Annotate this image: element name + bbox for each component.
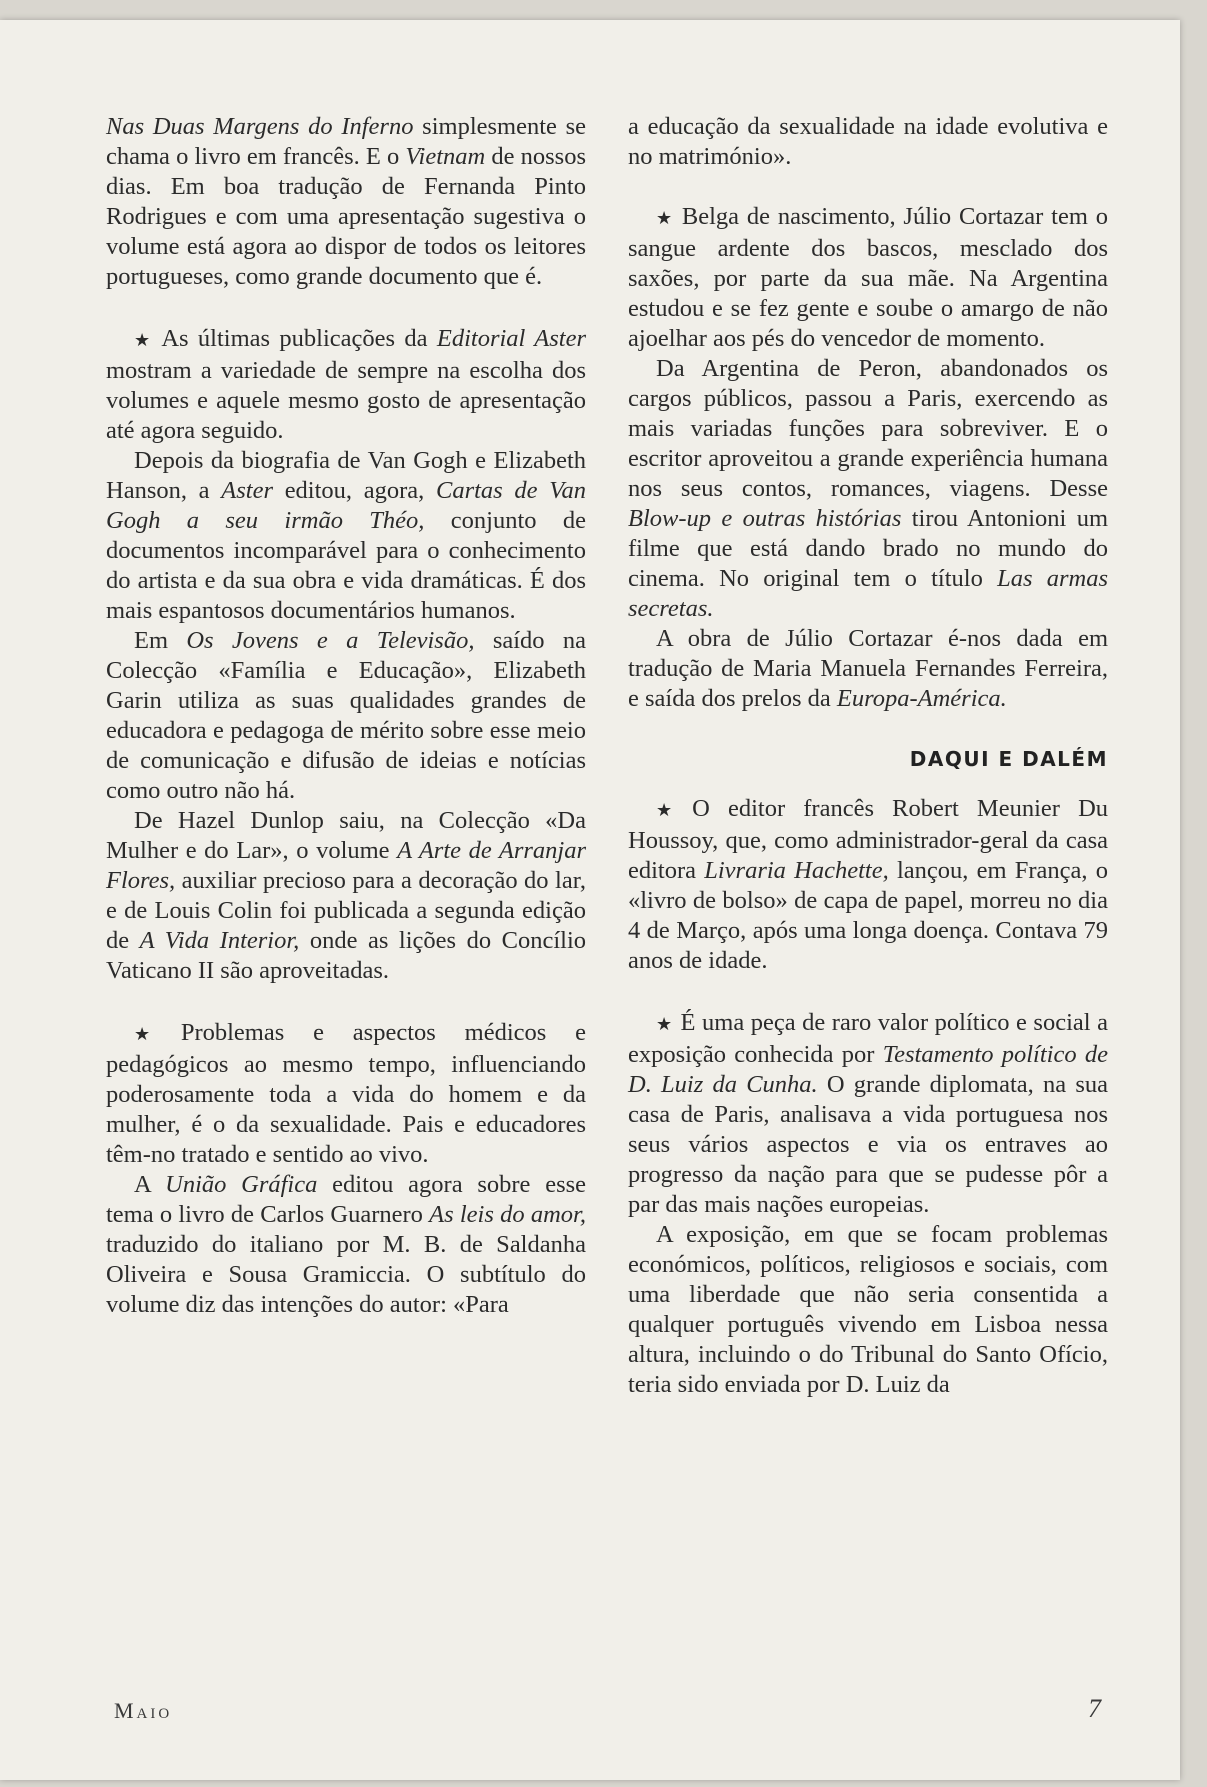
text: onde as lições do Concílio Vaticano II são aproveitadas. [106, 927, 586, 984]
book-title: Os Jovens e a Televisão, [186, 627, 475, 654]
book-title: A Arte de Arranjar Flores, [106, 837, 586, 894]
footer-month: Maio [114, 1698, 173, 1723]
text: O editor francês Robert Meunier Du Houssoy, que, como administrador-geral da casa editora [628, 795, 1109, 884]
publisher-name: Aster [221, 477, 273, 504]
paragraph [106, 324, 586, 446]
book-title: As leis do amor, [429, 1201, 586, 1228]
magazine-page [0, 20, 1180, 1780]
paragraph [106, 1018, 586, 1170]
text: traduzido do italiano por M. B. de Saldanha Oliveira e Sousa Gramiccia. O subtítulo do volume diz das intenções do autor: «Para [106, 1231, 586, 1318]
paragraph [106, 806, 586, 986]
right-column [628, 112, 1108, 1400]
paragraph [106, 1170, 586, 1320]
text: Em [134, 627, 187, 654]
left-column [106, 112, 586, 1320]
book-title: Las armas secretas. [628, 565, 1108, 622]
text: A [134, 1171, 166, 1198]
publisher-name: Europa-América. [836, 685, 1007, 712]
paragraph [106, 626, 586, 806]
star-icon: ★ [134, 1024, 173, 1045]
paragraph [628, 112, 1108, 172]
star-icon: ★ [656, 1014, 673, 1035]
paragraph [628, 354, 1108, 624]
publisher-name: União Gráfica [165, 1171, 318, 1198]
text: auxiliar precioso para a decoração do lar, e de Louis Colin foi publicada a segunda edição de [106, 867, 586, 954]
text: lançou, em França, o «livro de bolso» de capa de papel, morreu no dia 4 de Março, após uma longa doença. Contava 79 anos de idade. [628, 857, 1108, 974]
book-title: Cartas de Van Gogh a seu irmão Théo, [106, 477, 586, 534]
text: tirou Antonioni um filme que está dando brado no mundo do cinema. No original tem o título [628, 505, 1109, 592]
text: A obra de Júlio Cortazar é-nos dada em tradução de Maria Manuela Fernandes Ferreira, e saída dos prelos da [628, 625, 1108, 712]
text: saído na Colecção «Família e Educação», Elizabeth Garin utiliza as suas qualidades grandes de educadora e pedagoga de mérito sobre esse meio de comunicação e difusão de ideias e notícias como outro não há. [106, 627, 586, 804]
paragraph [628, 624, 1108, 714]
text: A exposição, em que se focam problemas económicos, políticos, religiosos e sociais, com uma liberdade que não seria consentida a qualquer português vivendo em Lisboa nessa altura, incluindo o do Tribunal do Santo Ofício, teria sido enviada por D. Luiz da [628, 1221, 1108, 1398]
text: As últimas publicações da [161, 325, 437, 352]
paragraph [628, 794, 1108, 976]
publisher-name: Editorial Aster [436, 325, 586, 352]
text: simplesmente se chama o livro em francês. E o [106, 113, 586, 170]
publisher-name: Livraria Hachette, [704, 857, 889, 884]
text: Problemas e aspectos médicos e pedagógicos ao mesmo tempo, influenciando poderosamente toda a vida do homem e da mulher, é o da sexualidade. Pais e educadores têm-no tratado e sentido ao vivo. [106, 1019, 586, 1168]
text: É uma peça de raro valor político e social a exposição conhecida por [628, 1009, 1108, 1068]
text: conjunto de documentos incomparável para o conhecimento do artista e da sua obra e vida dramáticas. É dos mais espantosos documentários humanos. [106, 507, 586, 624]
book-title: Blow-up e outras histórias [628, 505, 902, 532]
page-number: 7 [1088, 1694, 1101, 1723]
paragraph [106, 112, 586, 292]
text: Da Argentina de Peron, abandonados os cargos públicos, passou a Paris, exercendo as mais variadas funções para sobreviver. E o escritor aproveitou a grande experiência humana nos seus contos, romances, viagens. Desse [628, 355, 1108, 502]
text: mostram a variedade de sempre na escolha dos volumes e aquele mesmo gosto de apresentação até agora seguido. [106, 357, 586, 444]
paragraph [106, 446, 586, 626]
document-title: Testamento político de D. Luiz da Cunha. [628, 1041, 1108, 1098]
paragraph [628, 202, 1108, 354]
star-icon: ★ [134, 330, 154, 351]
star-icon: ★ [656, 208, 674, 229]
italic-text: Vietnam [405, 143, 486, 170]
text: editou, agora, [272, 477, 436, 504]
text: O grande diplomata, na sua casa de Paris, analisava a vida portuguesa nos seus vários aspectos e via os entraves ao progresso da nação para que se pudesse pôr a par das mais nações europeias. [628, 1071, 1108, 1218]
text: Belga de nascimento, Júlio Cortazar tem o sangue ardente dos bascos, mesclado dos saxões, por parte da sua mãe. Na Argentina estudou e se fez gente e soube o amargo de não ajoelhar aos pés do vencedor de momento. [628, 203, 1108, 352]
book-title: A Vida Interior, [139, 927, 300, 954]
book-title: Nas Duas Margens do Inferno [106, 113, 414, 140]
star-icon: ★ [656, 800, 685, 821]
text: a educação da sexualidade na idade evolutiva e no matrimónio». [628, 113, 1108, 170]
text: editou agora sobre esse tema o livro de Carlos Guarnero [106, 1171, 587, 1228]
text: Depois da biografia de Van Gogh e Elizabeth Hanson, a [106, 447, 586, 504]
paragraph [628, 1220, 1108, 1400]
text: de nossos dias. Em boa tradução de Fernanda Pinto Rodrigues e com uma apresentação sugestiva o volume está agora ao dispor de todos os leitores portugueses, como grande documento que é. [106, 143, 586, 290]
section-heading: DAQUI E DALÉM [909, 747, 1108, 771]
text: De Hazel Dunlop saiu, na Colecção «Da Mulher e do Lar», o volume [106, 807, 586, 864]
paragraph [628, 1008, 1108, 1220]
